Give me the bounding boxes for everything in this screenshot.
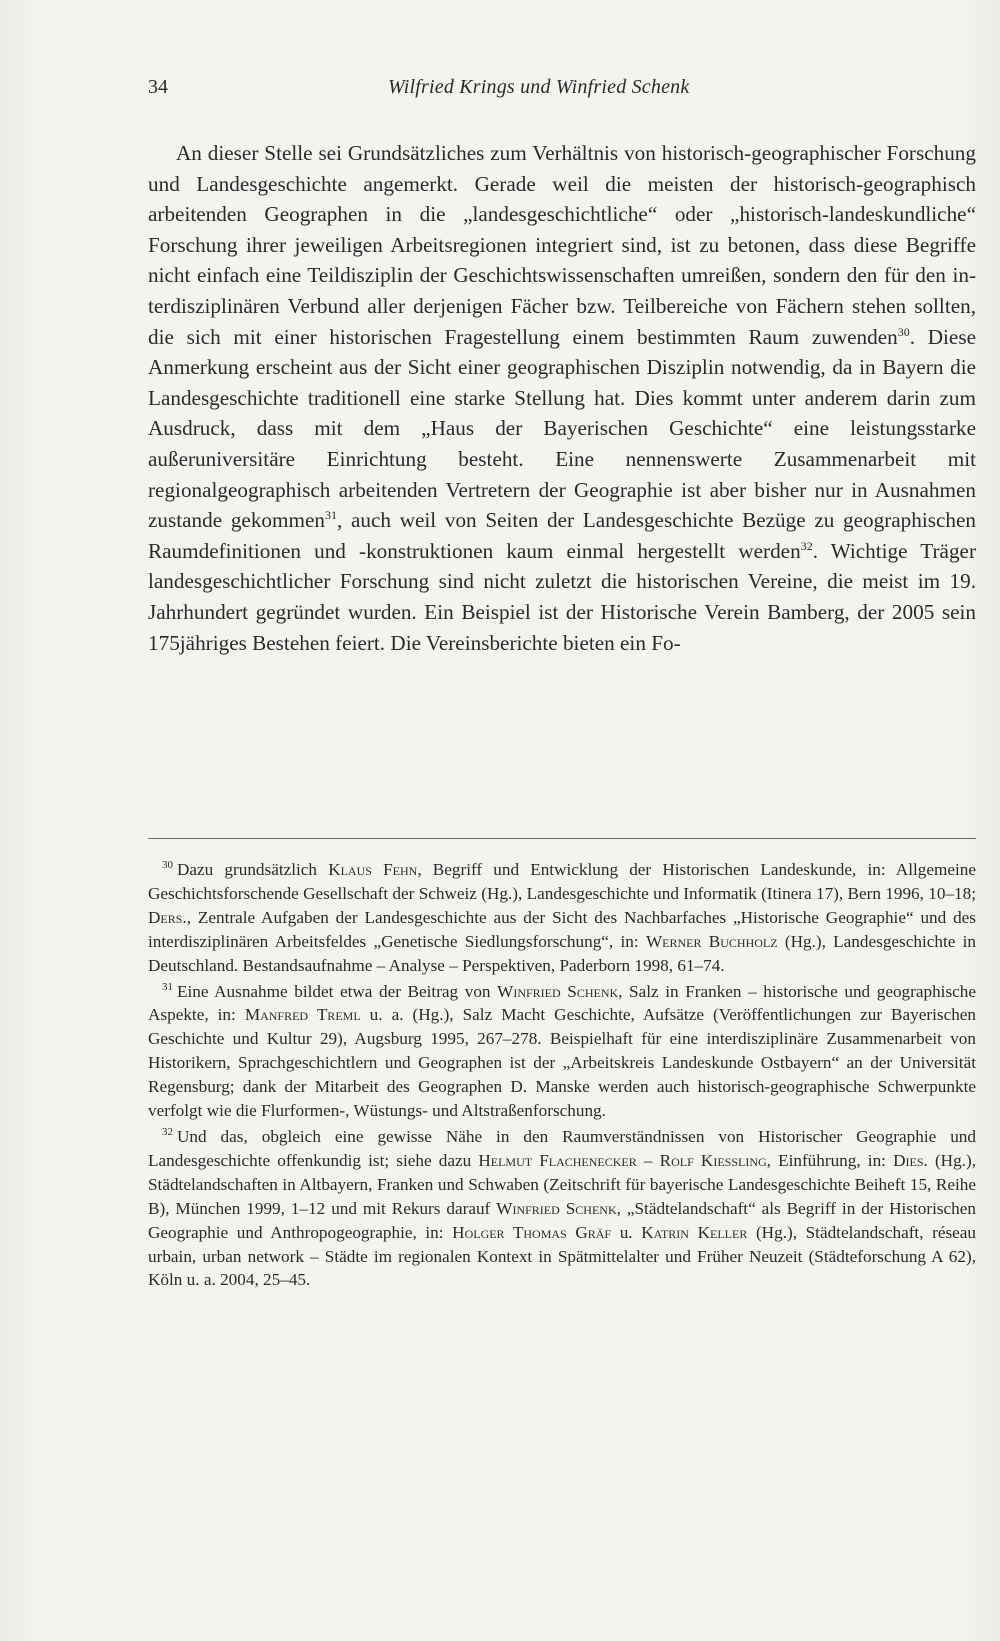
body-paragraph: [148, 138, 976, 658]
body-segment: . Wichtige Träger landesgeschichtlicher Forschung sind nicht zuletzt die historischen Vereine, die meist im 19. Jahrhundert gegründet wurden. Ein Beispiel ist der Historische Verein Bamberg, der 2005 sein 175jähriges Bestehen feiert. Die Vereinsberichte bieten ein Fo-: [148, 538, 976, 655]
running-title: Wilfried Krings und Winfried Schenk: [388, 76, 690, 98]
author-name: Werner Buchholz: [645, 931, 778, 951]
footnote-text: , Zentrale Aufgaben der Landesgeschichte aus der Sicht des Nachbarfaches „Historische Geographie“ und des interdisziplinären Arbeitsfeldes „Genetische Siedlungsforschung“, in:: [148, 907, 976, 951]
footnote-number: 30: [162, 859, 173, 872]
page-number: 34: [148, 76, 168, 98]
running-head: [148, 76, 976, 106]
author-name: Winfried Schenk: [496, 1198, 617, 1218]
body-text: [148, 138, 976, 658]
author-name: Holger Thomas Gräf: [452, 1222, 612, 1242]
footnotes: [148, 858, 976, 1294]
author-name: Helmut Flachenecker: [478, 1150, 637, 1170]
footnote-text: (Hg.), Landesgeschichte in Deutschland. Bestandsaufnahme – Analyse – Perspektiven, Paderborn 1998, 61–74.: [148, 931, 976, 975]
footnote-divider: [148, 838, 976, 839]
footnote-ref-32[interactable]: 32: [800, 538, 813, 553]
footnote-text: Dazu grundsätzlich: [177, 860, 329, 879]
footnote-30: [148, 858, 976, 978]
footnote-text: , „Städtelandschaft“ als Begriff in der Historischen Geographie und Anthropogeographie, in:: [148, 1198, 976, 1242]
footnote-32: [148, 1125, 976, 1292]
body-segment: An dieser Stelle sei Grundsätzliches zum Verhältnis von historisch-geographischer Forschung und Landesgeschichte angemerkt. Gerade weil die meisten der historisch-geographisch arbeitenden Geographen in die „landesgeschichtliche“ oder „historisch-landeskundliche“ Forschung ihrer jeweiligen Arbeitsregionen integriert sind, ist zu betonen, dass diese Begriffe nicht einfach eine Teildisziplin der Geschichtswissenschaften umreißen, sondern den für den interdisziplinären Verbund aller derjenigen Fächer bzw. Teilbereiche von Fächern stehen sollten, die sich mit einer historischen Fragestellung einem bestimmten Raum zuwenden: [148, 141, 976, 349]
author-name: Klaus Fehn: [328, 860, 418, 879]
author-name: Rolf Kiessling: [659, 1150, 767, 1170]
author-name: Winfried Schenk: [497, 981, 619, 1001]
body-segment: . Diese Anmerkung erscheint aus der Sicht einer geographischen Disziplin notwendig, da in Bayern die Landesgeschichte traditionell eine starke Stellung hat. Dies kommt unter anderem darin zum Ausdruck, dass mit dem „Haus der Bayerischen Geschichte“ eine leistungsstarke außeruniversitäre Einrichtung besteht. Eine nennenswerte Zusammenarbeit mit regionalgeographisch arbeitenden Vertretern der Geographie ist aber bisher nur in Ausnahmen zustande gekommen: [148, 324, 976, 533]
footnote-text: –: [636, 1150, 660, 1170]
footnote-text: u. a. (Hg.), Salz Macht Geschichte, Aufsätze (Veröffentlichungen zur Bayerischen Geschichte und Kultur 29), Augsburg 1995, 267–278. Beispielhaft für eine interdisziplinäre Zusammenarbeit von Historikern, Sprachgeschichtlern und Geographen ist der „Arbeitskreis Landeskunde Ostbayern“ an der Universität Regensburg; dank der Mitarbeit des Geographen D. Manske werden auch historisch-geographische Schwerpunkte verfolgt wie die Flurformen-, Wüstungs- und Altstraßenforschung.: [148, 1005, 977, 1121]
footnote-ref-31[interactable]: 31: [324, 508, 337, 523]
author-name: Ders.: [148, 907, 187, 927]
footnote-ref-30[interactable]: 30: [897, 324, 910, 339]
footnote-text: u.: [611, 1222, 642, 1242]
footnote-number: 32: [162, 1126, 173, 1139]
footnote-text: (Hg.), Städtelandschaften in Altbayern, Franken und Schwaben (Zeitschrift für bayerische Landesgeschichte Beiheft 15, Reihe B), München 1999, 1–12 und mit Rekurs darauf: [148, 1150, 976, 1218]
footnote-text: (Hg.), Städtelandschaft, réseau urbain, urban network – Städte im regionalen Kontext in Spätmittelalter und Früher Neuzeit (Städteforschung A 62), Köln u. a. 2004, 25–45.: [148, 1222, 977, 1290]
author-name: Katrin Keller: [641, 1222, 748, 1242]
body-segment: , auch weil von Seiten der Landesgeschichte Bezüge zu geographischen Raumdefinitionen und -konstruktionen kaum einmal hergestellt werden: [148, 508, 976, 563]
author-name: Manfred Treml: [244, 1005, 361, 1025]
footnote-text: , Begriff und Entwicklung der Historischen Landeskunde, in: Allgemeine Geschichtsforschende Gesellschaft der Schweiz (Hg.), Landesgeschichte und Informatik (Itinera 17), Bern 1996, 10–18;: [148, 860, 976, 903]
footnote-number: 31: [162, 980, 173, 993]
footnote-text: Und das, obgleich eine gewisse Nähe in den Raumverständnissen von Historischer Geographie und Landesgeschichte offenkundig ist; siehe dazu: [148, 1126, 976, 1170]
author-name: Dies.: [893, 1150, 928, 1170]
footnote-text: , Einführung, in:: [766, 1150, 894, 1170]
footnote-text: , Salz in Franken – historische und geographische Aspekte, in:: [148, 981, 976, 1025]
footnote-31: [148, 980, 976, 1123]
footnote-text: Eine Ausnahme bildet etwa der Beitrag von: [177, 981, 498, 1001]
